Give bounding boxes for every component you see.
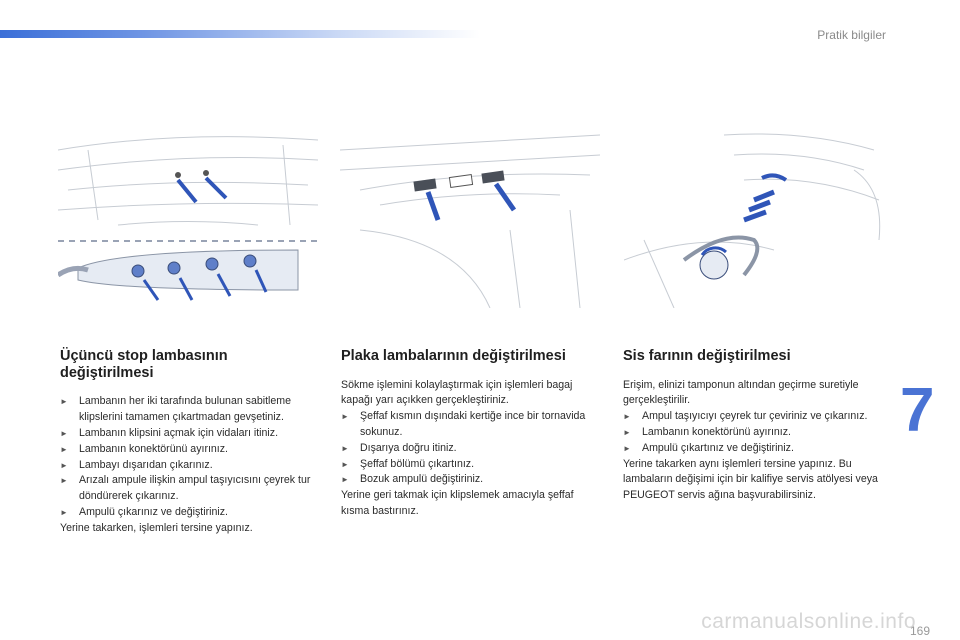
list-item: ► Dışarıya doğru itiniz. [341,441,603,457]
list-item: ► Lambayı dışarıdan çıkarınız. [60,458,322,474]
list-item: ► Ampulü çıkarınız ve değiştiriniz. [60,505,322,521]
fog-lamp-drawing [624,130,884,308]
brake-lamp-drawing [58,130,318,308]
list-item: ► Ampulü çıkartınız ve değiştiriniz. [623,441,885,457]
bullet-icon: ► [341,475,349,485]
page-number: 169 [909,624,930,638]
fog-lamp-illustration [624,130,884,308]
section-title: Üçüncü stop lambasının değiştirilmesi [60,348,228,381]
bullet-icon: ► [60,428,68,438]
bullet-icon: ► [60,507,68,517]
section-outro: Yerine takarken aynı işlemleri tersine yapınız. Bu lambaların değişimi için bir kalifiye servis atölyesi veya PEUGEOT servis ağına başvurabilirsiniz. [623,457,878,502]
bullet-icon: ► [623,443,631,453]
section-brake-lamp [60,348,322,537]
top-accent-bar [0,30,480,38]
section-title: Sis farının değiştirilmesi [623,348,791,364]
instruction-list [60,394,322,520]
bullet-icon: ► [341,443,349,453]
bullet-icon: ► [623,428,631,438]
list-item: ► Şeffaf bölümü çıkartınız. [341,457,603,473]
bullet-icon: ► [341,459,349,469]
bullet-icon: ► [60,444,68,454]
list-item: ► Bozuk ampulü değiştiriniz. [341,472,603,488]
list-item: ► Lambanın konektörünü ayırınız. [60,442,322,458]
bullet-icon: ► [60,476,68,486]
bullet-icon: ► [60,397,68,407]
section-outro: Yerine geri takmak için klipslemek amacıyla şeffaf kısma bastırınız. [341,489,574,518]
brake-lamp-illustration [58,130,318,308]
instruction-list [623,409,885,456]
list-item: ► Şeffaf kısmın dışındaki kertiğe ince bir tornavida sokunuz. [341,410,586,439]
plate-lamp-illustration [340,130,600,308]
section-plate-lamp [341,348,603,520]
list-item: ► Arızalı ampule ilişkin ampul taşıyıcısını çeyrek tur döndürerek çıkarınız. [60,474,311,503]
instruction-list [341,409,603,488]
watermark: carmanualsonline.info [701,610,916,633]
list-item: ► Lambanın klipsini açmak için vidaları itiniz. [60,426,322,442]
section-intro: Erişim, elinizi tamponun altından geçirme suretiyle gerçekleştirilir. [623,378,859,407]
list-item: ► Ampul taşıyıcıyı çeyrek tur çeviriniz ve çıkarınız. [623,409,885,425]
section-label: Pratik bilgiler [817,28,886,42]
section-fog-lamp [623,348,885,504]
list-item: ► Lambanın konektörünü ayırınız. [623,425,885,441]
bullet-icon: ► [341,412,349,422]
section-outro: Yerine takarken, işlemleri tersine yapınız. [60,521,253,534]
list-item: ► Lambanın her iki tarafında bulunan sabitleme klipslerini tamamen çıkartmadan gevşetiniz. [60,395,292,424]
chapter-number: 7 [900,376,935,445]
bullet-icon: ► [623,412,631,422]
section-intro: Sökme işlemini kolaylaştırmak için işlemleri bagaj kapağı yarı açıkken gerçekleştiriniz. [341,378,573,407]
section-title: Plaka lambalarının değiştirilmesi [341,348,566,364]
plate-lamp-drawing [340,130,600,308]
bullet-icon: ► [60,460,68,470]
